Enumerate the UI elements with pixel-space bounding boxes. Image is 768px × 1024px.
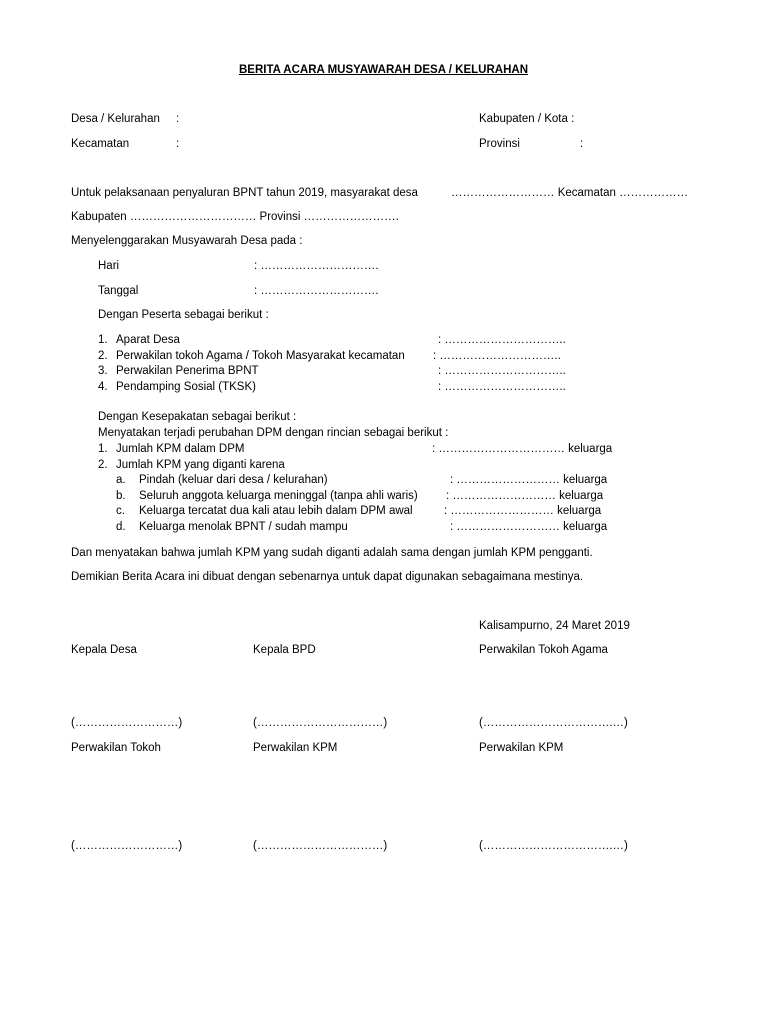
agreement-subheading: Menyatakan terjadi perubahan DPM dengan rincian sebagai berikut :	[98, 427, 449, 439]
agreement-item-num: 2.	[98, 459, 108, 471]
subitem-label: Keluarga tercatat dua kali atau lebih dalam DPM awal	[139, 505, 413, 517]
subitem-label: Seluruh anggota keluarga meninggal (tanpa ahli waris)	[139, 490, 418, 502]
signature-line: (…………………………….…)	[479, 840, 628, 852]
intro-line1-fields: ……………………… Kecamatan ………………	[451, 187, 689, 199]
signature-line: (………………………)	[71, 840, 183, 852]
desa-colon: :	[176, 113, 180, 125]
agreement-heading: Dengan Kesepakatan sebagai berikut :	[98, 411, 297, 423]
signature-line: (…………………………….…)	[479, 717, 628, 729]
participant-value: : …………………………..	[438, 334, 566, 346]
participant-value: : …………………………..	[438, 365, 566, 377]
subitem-label: Keluarga menolak BPNT / sudah mampu	[139, 521, 348, 533]
signature-role: Perwakilan Tokoh	[71, 742, 161, 754]
agreement-item-label: Jumlah KPM dalam DPM	[116, 443, 245, 455]
participant-label: Perwakilan tokoh Agama / Tokoh Masyarakat kecamatan	[116, 350, 405, 362]
intro-line1: Untuk pelaksanaan penyaluran BPNT tahun 2019, masyarakat desa	[71, 187, 418, 199]
subitem-letter: b.	[116, 490, 126, 502]
signature-line: (……………………………)	[253, 840, 388, 852]
participant-num: 2.	[98, 350, 108, 362]
participant-num: 1.	[98, 334, 108, 346]
intro-line3: Menyelenggarakan Musyawarah Desa pada :	[71, 235, 303, 247]
signature-line: (……………………………)	[253, 717, 388, 729]
subitem-letter: a.	[116, 474, 126, 486]
agreement-item-value: : …………………………… keluarga	[432, 443, 613, 455]
participant-num: 4.	[98, 381, 108, 393]
signature-role: Kepala BPD	[253, 644, 316, 656]
tanggal-label: Tanggal	[98, 285, 139, 297]
subitem-value: : ……………………… keluarga	[446, 490, 604, 502]
participant-label: Perwakilan Penerima BPNT	[116, 365, 259, 377]
subitem-value: : ……………………… keluarga	[450, 474, 608, 486]
participant-num: 3.	[98, 365, 108, 377]
participant-value: : …………………………..	[433, 350, 561, 362]
hari-label: Hari	[98, 260, 120, 272]
participant-label: Aparat Desa	[116, 334, 180, 346]
closing-demikian: Demikian Berita Acara ini dibuat dengan sebenarnya untuk dapat digunakan sebagaimana mestinya.	[71, 571, 584, 583]
kecamatan-colon: :	[176, 138, 180, 150]
document-title: BERITA ACARA MUSYAWARAH DESA / KELURAHAN	[239, 64, 528, 76]
intro-line2: Kabupaten …………………………… Provinsi …………………….	[71, 211, 399, 223]
provinsi-label: Provinsi	[479, 138, 520, 150]
place-date: Kalisampurno, 24 Maret 2019	[479, 620, 630, 632]
signature-line: (………………………)	[71, 717, 183, 729]
signature-role: Perwakilan KPM	[253, 742, 338, 754]
signature-role: Perwakilan Tokoh Agama	[479, 644, 608, 656]
signature-role: Perwakilan KPM	[479, 742, 564, 754]
kecamatan-label: Kecamatan	[71, 138, 130, 150]
subitem-value: : ……………………… keluarga	[450, 521, 608, 533]
agreement-item-num: 1.	[98, 443, 108, 455]
subitem-letter: d.	[116, 521, 126, 533]
subitem-value: : ……………………… keluarga	[444, 505, 602, 517]
signature-role: Kepala Desa	[71, 644, 137, 656]
provinsi-colon: :	[580, 138, 584, 150]
subitem-label: Pindah (keluar dari desa / kelurahan)	[139, 474, 328, 486]
tanggal-value: : ………………………….	[254, 285, 379, 297]
participant-value: : …………………………..	[438, 381, 566, 393]
desa-label: Desa / Kelurahan	[71, 113, 160, 125]
hari-value: : ………………………….	[254, 260, 379, 272]
subitem-letter: c.	[116, 505, 125, 517]
closing-statement: Dan menyatakan bahwa jumlah KPM yang sudah diganti adalah sama dengan jumlah KPM pengganti.	[71, 547, 593, 559]
peserta-heading: Dengan Peserta sebagai berikut :	[98, 309, 269, 321]
participant-label: Pendamping Sosial (TKSK)	[116, 381, 256, 393]
agreement-item-label: Jumlah KPM yang diganti karena	[116, 459, 285, 471]
kabupaten-label: Kabupaten / Kota :	[479, 113, 575, 125]
